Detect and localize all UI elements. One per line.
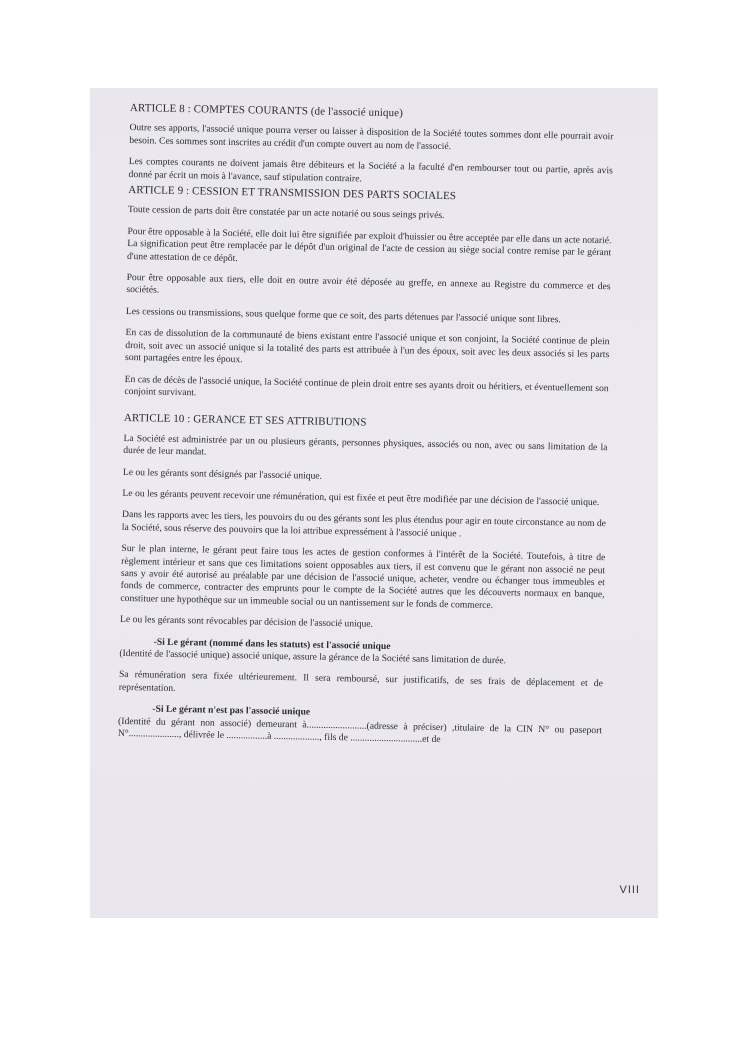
article-10-paragraph: Le ou les gérants sont désignés par l'associé unique.: [122, 466, 323, 482]
article-9-paragraph: Pour être opposable aux tiers, elle doit en outre avoir été déposée au greffe, en annexe au Registre du commerce et des sociétés.: [126, 272, 611, 297]
case-manager-is-sole-partner-title: -Si Le gérant (nommé dans les statuts) est l'associé unique: [153, 636, 391, 652]
article-10-heading: ARTICLE 10 : GERANCE ET SES ATTRIBUTIONS: [123, 412, 367, 429]
page-number: VIII: [619, 884, 640, 896]
article-10-paragraph: Dans les rapports avec les tiers, les pouvoirs du ou des gérants sont les plus étendus pour agir en toute circonstance au nom de la Société, sous réserve des pouvoirs que la loi attribue expressément à l'associé unique .: [121, 509, 607, 540]
article-10-paragraph: Le ou les gérants peuvent recevoir une rémunération, qui est fixée et peut être modifiée par une décision de l'associé unique.: [122, 487, 600, 509]
article-10-paragraph: Sur le plan interne, le gérant peut faire tous les actes de gestion conformes à l'intérêt de la Société. Toutefois, à titre de règlement intérieur et sans que ces limitations soient opposables aux tiers, il est convenu que le gérant non associé ne peut sans y avoir été autorisé au préalable par une décision de l'associé unique, acheter, vendre ou échanger tous immeubles et fonds de commerce, contracter des emprunts pour le compte de la Société autres que les découverts normaux en banque, constituer une hypothèque sur un immeuble social ou un nantissement sur le fonds de commerce.: [120, 543, 606, 611]
scanned-page: [90, 88, 658, 918]
article-9-paragraph: Toute cession de parts doit être constatée par un acte notarié ou sous seings privés.: [127, 204, 445, 222]
article-8-heading: ARTICLE 8 : COMPTES COURANTS (de l'associé unique): [129, 102, 404, 120]
article-10-paragraph: Le ou les gérants sont révocables par décision de l'associé unique.: [119, 614, 374, 630]
article-8-paragraph: Les comptes courants ne doivent jamais être débiteurs et la Société a la faculté d'en rembourser tout ou partie, après avis donné par écrit un mois à l'avance, sauf stipulation contraire.: [128, 156, 613, 185]
case-manager-is-sole-partner-text: (Identité de l'associé unique) associé unique, assure la gérance de la Société sans limitation de durée.: [119, 647, 507, 667]
article-10-paragraph: La Société est administrée par un ou plusieurs gérants, personnes physiques, associés ou non, avec ou sans limitation de la durée de leur mandat.: [123, 432, 608, 458]
article-9-paragraph: En cas de dissolution de la communauté de biens existant entre l'associé unique et son conjoint, la Société continue de plein droit, soit avec un associé unique si la totalité des parts est attribuée à l'un des époux, soit avec les deux associés si les parts sont partagées entre les époux.: [124, 327, 610, 366]
article-9-heading: ARTICLE 9 : CESSION ET TRANSMISSION DES PARTS SOCIALES: [128, 184, 457, 203]
case-manager-remuneration-text: Sa rémunération sera fixée ultérieurement. Il sera remboursé, sur justificatifs, de ses frais de déplacement et de représentation.: [118, 669, 604, 694]
case-manager-not-sole-partner-title: -Si Le gérant n'est pas l'associé unique: [152, 703, 311, 718]
article-9-paragraph: En cas de décès de l'associé unique, la Société continue de plein droit entre ses ayants droit ou héritiers, et éventuellement son conjoint survivant.: [124, 373, 609, 399]
article-9-paragraph: Pour être opposable à la Société, elle doit lui être signifiée par exploit d'huissier ou être acceptée par elle dans un acte notarié. La signification peut être remplacée par le dépôt d'un original de l'acte de cession au siège social contre remise par le gérant d'une attestation de ce dépôt.: [126, 225, 612, 264]
case-manager-not-sole-partner-text: (Identité du gérant non associé) demeurant à.........................(adresse à préciser) ,titulaire de la CIN N° ou paseport N°....................., délivrée le .................à ..................., fils de ..............................et de: [117, 715, 603, 746]
article-9-paragraph: Les cessions ou transmissions, sous quelque forme que ce soit, des parts détenues par l'associé unique sont libres.: [125, 305, 561, 326]
document-body: [118, 102, 614, 759]
article-8-paragraph: Outre ses apports, l'associé unique pourra verser ou laisser à disposition de la Société toutes sommes dont elle pourrait avoir besoin. Ces sommes sont inscrites au crédit d'un compte ouvert au nom de l'associé.: [129, 122, 614, 152]
